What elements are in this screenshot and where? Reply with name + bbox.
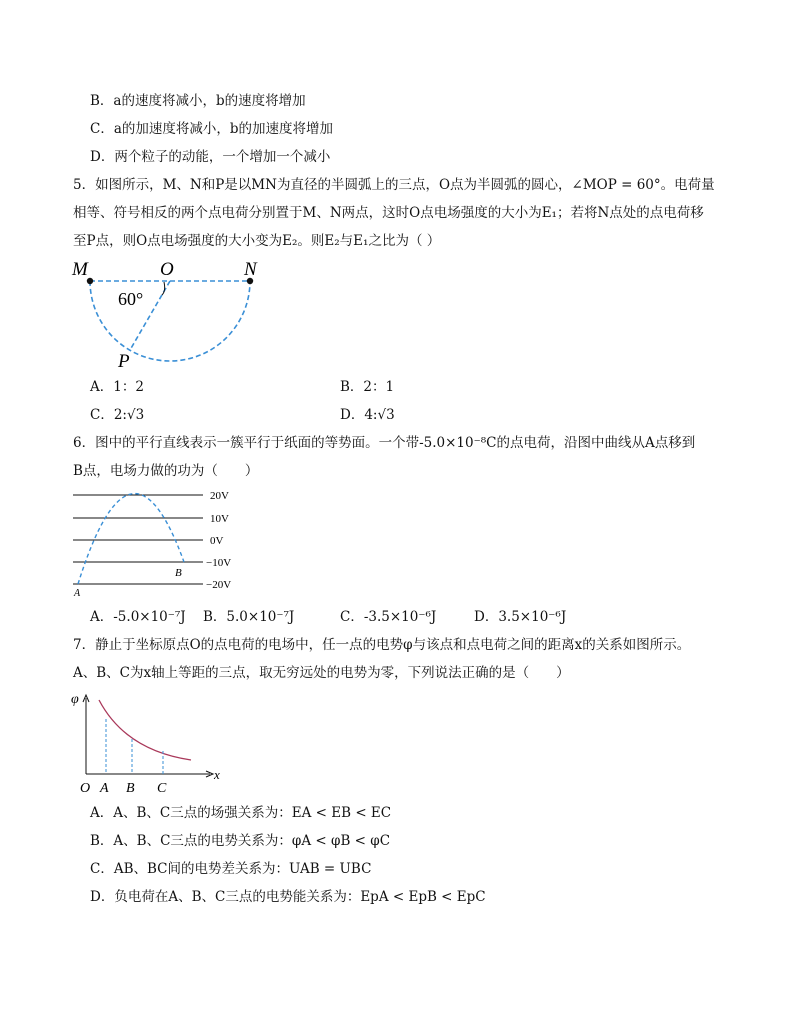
q6-equipotential-figure bbox=[70, 485, 250, 600]
potential-curve bbox=[99, 700, 191, 760]
q4-option-b: B．a的速度将减小，b的速度将增加 bbox=[90, 93, 306, 109]
level-label-20v: 20V bbox=[210, 490, 229, 502]
q5-option-a: A．1：2 bbox=[90, 379, 144, 395]
level-label-minus20v: −20V bbox=[206, 579, 232, 591]
angle-mark bbox=[162, 282, 165, 295]
label-o: O bbox=[80, 781, 91, 796]
q5-stem-line1: 5．如图所示，M、N和P是以MN为直径的半圆弧上的三点，O点为半圆弧的圆心，∠MOP = 60°。电荷量 bbox=[73, 177, 715, 193]
q6-option-b: B．5.0×10⁻⁷J bbox=[203, 609, 295, 625]
q6-option-a: A．-5.0×10⁻⁷J bbox=[90, 609, 186, 625]
label-a: A bbox=[74, 588, 81, 599]
q4-option-d: D．两个粒子的动能，一个增加一个减小 bbox=[90, 149, 331, 165]
q7-potential-graph bbox=[70, 688, 230, 798]
q7-stem-line1: 7．静止于坐标原点O的点电荷的电场中，任一点的电势φ与该点和点电荷之间的距离x的关系如图所示。 bbox=[73, 637, 691, 653]
q5-stem-line3: 至P点，则O点电场强度的大小变为E₂。则E₂与E₁之比为（ ） bbox=[73, 233, 441, 249]
label-p: P bbox=[118, 351, 130, 372]
q7-option-d: D．负电荷在A、B、C三点的电势能关系为：EpA < EpB < EpC bbox=[90, 889, 486, 905]
charge-trajectory bbox=[78, 494, 184, 584]
label-angle: 60° bbox=[118, 289, 144, 309]
q6-option-c: C．-3.5×10⁻⁶J bbox=[340, 609, 437, 625]
q7-option-c: C．AB、BC间的电势差关系为：UAB = UBC bbox=[90, 861, 372, 877]
level-label-minus10v: −10V bbox=[206, 557, 232, 569]
level-label-10v: 10V bbox=[210, 513, 229, 525]
label-a: A bbox=[100, 781, 109, 796]
label-b: B bbox=[175, 567, 182, 579]
level-label-0v: 0V bbox=[210, 535, 224, 547]
label-m: M bbox=[72, 259, 88, 280]
q7-option-a: A．A、B、C三点的场强关系为：EA < EB < EC bbox=[90, 805, 392, 821]
q6-stem-line2: B点，电场力做的功为（ ） bbox=[73, 463, 259, 479]
q7-stem-line2: A、B、C为x轴上等距的三点，取无穷远处的电势为零，下列说法正确的是（ ） bbox=[73, 665, 570, 681]
q5-semicircle-figure bbox=[66, 255, 276, 375]
label-phi: φ bbox=[71, 692, 79, 707]
label-n: N bbox=[244, 259, 257, 280]
q7-option-b: B．A、B、C三点的电势关系为：φA < φB < φC bbox=[90, 833, 391, 849]
q6-option-d: D．3.5×10⁻⁶J bbox=[474, 609, 567, 625]
q6-stem-line1: 6．图中的平行直线表示一簇平行于纸面的等势面。一个带-5.0×10⁻⁸C的点电荷，沿图中曲线从A点移到 bbox=[73, 435, 696, 451]
label-b: B bbox=[126, 781, 135, 796]
q5-stem-line2: 相等、符号相反的两个点电荷分别置于M、N两点，这时O点电场强度的大小为E₁；若将N点处的点电荷移 bbox=[73, 205, 704, 221]
q5-option-c: C．2:√3 bbox=[90, 407, 145, 423]
label-o: O bbox=[160, 259, 174, 280]
q5-option-b: B．2：1 bbox=[340, 379, 395, 395]
label-c: C bbox=[157, 781, 167, 796]
label-x: x bbox=[214, 767, 220, 782]
semicircle-arc bbox=[90, 281, 250, 361]
q5-option-d: D．4:√3 bbox=[340, 407, 395, 423]
q4-option-c: C．a的加速度将减小，b的加速度将增加 bbox=[90, 121, 334, 137]
